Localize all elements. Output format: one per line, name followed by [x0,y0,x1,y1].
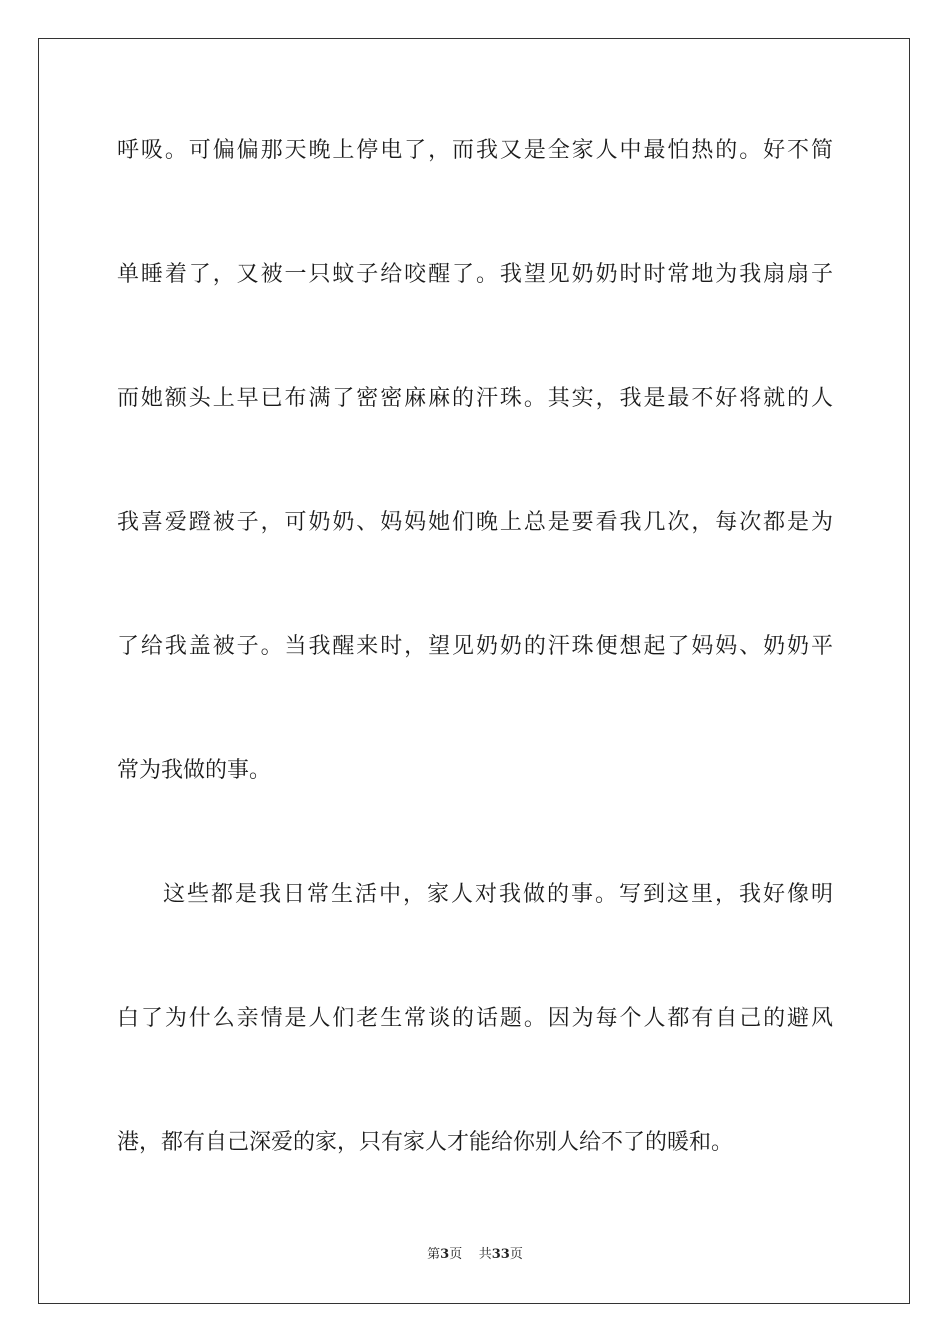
total-suffix: 页 [509,1247,523,1262]
text-line-9: 港，都有自己深爱的家，只有家人才能给你别人给不了的暖和。 [117,1130,734,1155]
text-line-6: 常为我做的事。 [117,758,272,783]
page-suffix: 页 [449,1247,463,1262]
text-line-1: 呼吸。可偏偏那天晚上停电了，而我又是全家人中最怕热的。好不简 [117,138,833,163]
text-line-2: 单睡着了，又被一只蚊子给咬醒了。我望见奶奶时时常地为我扇扇子 [117,262,833,287]
text-line-5: 了给我盖被子。当我醒来时，望见奶奶的汗珠便想起了妈妈、奶奶平 [117,634,833,659]
text-line-3: 而她额头上早已布满了密密麻麻的汗珠。其实，我是最不好将就的人 [117,386,833,411]
text-line-8: 白了为什么亲情是人们老生常谈的话题。因为每个人都有自己的避风 [117,1006,833,1031]
total-pages: 33 [491,1247,510,1262]
page-prefix: 第 [427,1247,441,1262]
total-prefix: 共 [478,1247,492,1262]
page-number: 3 [440,1247,450,1262]
paragraph-start-line: 这些都是我日常生活中，家人对我做的事。写到这里，我好像明 [163,882,833,907]
text-line-4: 我喜爱蹬被子，可奶奶、妈妈她们晚上总是要看我几次，每次都是为 [117,510,833,535]
page-border [38,38,910,1304]
page-footer [0,1246,950,1264]
